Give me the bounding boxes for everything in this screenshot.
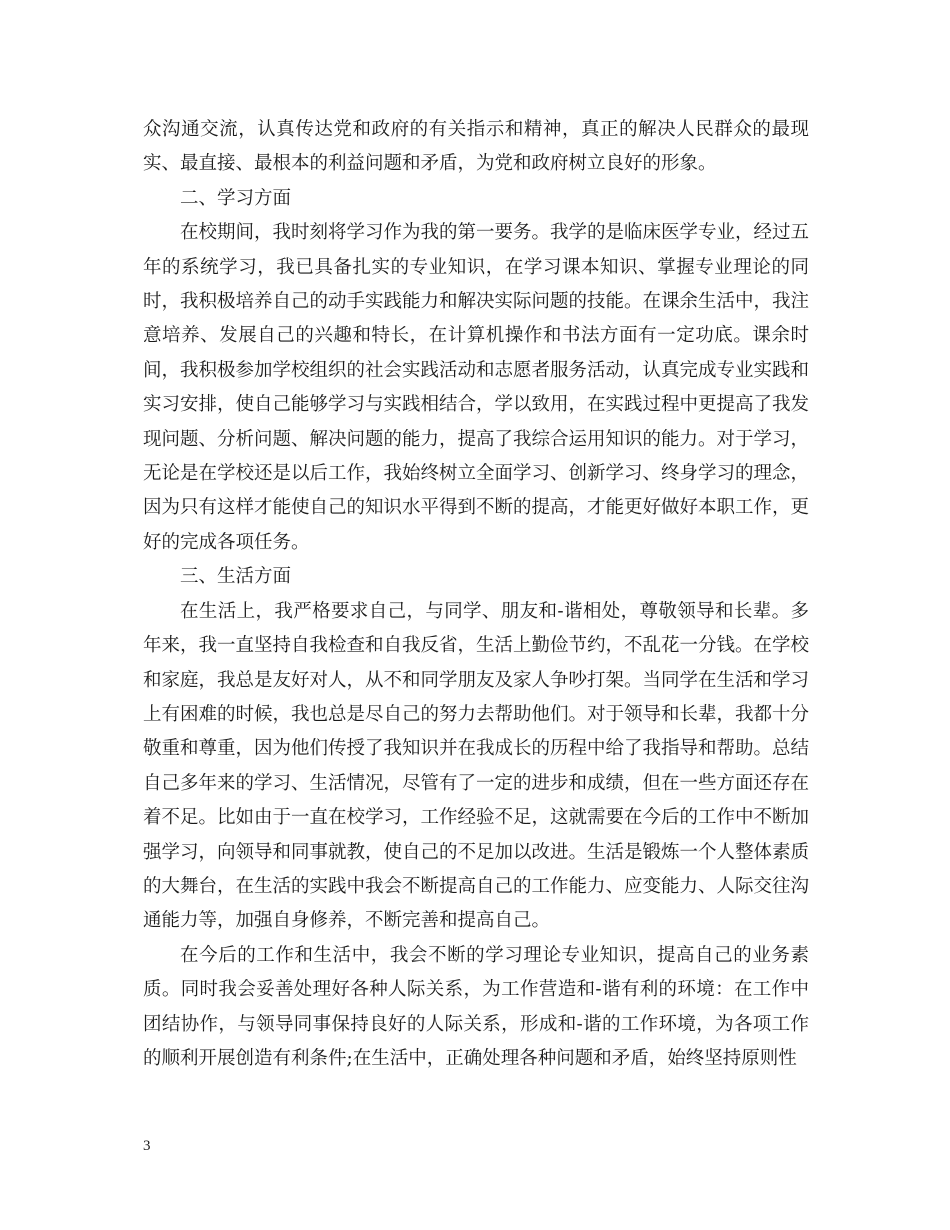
paragraph-future: 在今后的工作和生活中，我会不断的学习理论专业知识，提高自己的业务素质。同时我会妥善处理好各种人际关系，为工作营造和-谐有利的环境：在工作中团结协作，与领导同事保持良好的人际关系，形成和-谐的工作环境，为各项工作的顺利开展创造有利条件;在生活中，正确处理各种问题和矛盾，始终坚持原则性 [143,944,809,1069]
page-number: 3 [143,1138,151,1154]
section-heading-study: 二、学习方面 [180,187,292,209]
paragraph-continuation: 众沟通交流，认真传达党和政府的有关指示和精神，真正的解决人民群众的最现实、最直接、最根本的利益问题和矛盾，为党和政府树立良好的形象。 [143,119,809,175]
paragraph-study: 在校期间，我时刻将学习作为我的第一要务。我学的是临床医学专业，经过五年的系统学习，我已具备扎实的专业知识，在学习课本知识、掌握专业理论的同时，我积极培养自己的动手实践能力和解决实际问题的技能。在课余生活中，我注意培养、发展自己的兴趣和特长，在计算机操作和书法方面有一定功底。课余时间，我积极参加学校组织的社会实践活动和志愿者服务活动，认真完成专业实践和实习安排，使自己能够学习与实践相结合，学以致用，在实践过程中更提高了我发现问题、分析问题、解决问题的能力，提高了我综合运用知识的能力。对于学习，无论是在学校还是以后工作，我始终树立全面学习、创新学习、终身学习的理念，因为只有这样才能使自己的知识水平得到不断的提高，才能更好做好本职工作，更好的完成各项任务。 [143,222,810,553]
paragraph-life: 在生活上，我严格要求自己，与同学、朋友和-谐相处，尊敬领导和长辈。多年来，我一直坚持自我检查和自我反省，生活上勤俭节约，不乱花一分钱。在学校和家庭，我总是友好对人，从不和同学朋友及家人争吵打架。当同学在生活和学习上有困难的时候，我也总是尽自己的努力去帮助他们。对于领导和长辈，我都十分敬重和尊重，因为他们传授了我知识并在我成长的历程中给了我指导和帮助。总结自己多年来的学习、生活情况，尽管有了一定的进步和成绩，但在一些方面还存在着不足。比如由于一直在校学习，工作经验不足，这就需要在今后的工作中不断加强学习，向领导和同事就教，使自己的不足加以改进。生活是锻炼一个人整体素质的大舞台，在生活的实践中我会不断提高自己的工作能力、应变能力、人际交往沟通能力等，加强自身修养，不断完善和提高自己。 [143,600,810,932]
document-body [143,113,809,1076]
section-heading-life: 三、生活方面 [180,566,292,588]
